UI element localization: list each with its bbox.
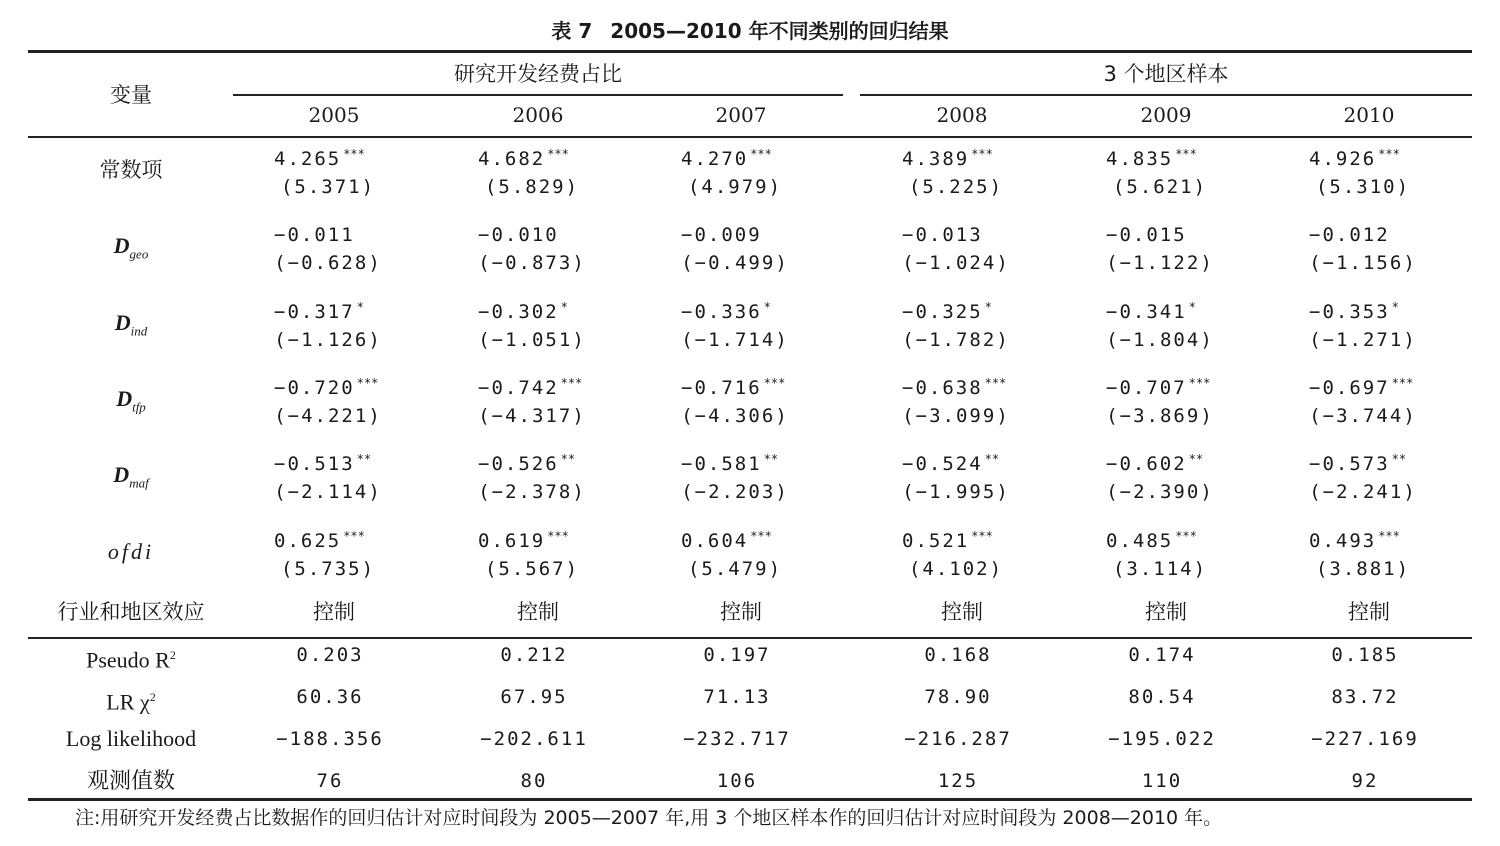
significance-stars: ** [763, 452, 779, 466]
stat-value: 92 [1351, 770, 1379, 792]
header-group2: 3 个地区样本 [1103, 62, 1229, 86]
row-label-symbol: D [116, 386, 133, 411]
coefficient-value: −0.524 [902, 453, 983, 475]
coefficient-value: −0.716 [681, 377, 762, 399]
stat-value: 0.197 [703, 644, 771, 666]
coefficient [1106, 215, 1189, 250]
control-label: 行业和地区效应 [57, 600, 205, 624]
stat-value: −188.356 [276, 728, 384, 750]
coefficient [1106, 521, 1197, 556]
t-statistic: (5.371) [280, 176, 376, 198]
coefficient-value: 4.835 [1106, 148, 1174, 170]
coefficient [681, 292, 771, 327]
stat-value: −216.287 [904, 728, 1012, 750]
t-statistic: (−0.628) [274, 252, 382, 274]
stat-value: −202.611 [480, 728, 588, 750]
stat-value: 76 [316, 770, 344, 792]
stat-value: 67.95 [500, 686, 568, 708]
significance-stars: * [356, 300, 364, 314]
t-statistic: (−4.221) [274, 405, 382, 427]
t-statistic: (−2.378) [478, 481, 586, 503]
coefficient [1309, 139, 1400, 174]
coefficient [681, 139, 772, 174]
stat-label-superscript: 2 [169, 648, 176, 662]
coefficient [1106, 292, 1196, 327]
coefficient [1309, 521, 1400, 556]
significance-stars: *** [1391, 376, 1414, 390]
t-statistic: (4.102) [908, 558, 1004, 580]
coefficient-value: −0.513 [274, 453, 355, 475]
stat-label [106, 682, 155, 717]
header-year-2005: 2005 [308, 103, 360, 127]
table-number: 表 7 [551, 19, 593, 43]
stats-rule [28, 637, 1472, 639]
stat-value: 60.36 [296, 686, 364, 708]
stat-value: 110 [1141, 770, 1183, 792]
coefficient [1106, 139, 1197, 174]
stat-value: 0.212 [500, 644, 568, 666]
t-statistic: (−3.744) [1309, 405, 1417, 427]
significance-stars: *** [547, 147, 569, 161]
t-statistic: (−1.271) [1309, 329, 1417, 351]
coefficient-value: 4.926 [1309, 148, 1377, 170]
row-label [113, 460, 148, 498]
coefficient-value: 0.625 [274, 530, 342, 552]
table-title [0, 14, 1500, 48]
row-label-subscript: tfp [132, 399, 146, 415]
coefficient [478, 215, 561, 250]
coefficient-value: −0.341 [1106, 301, 1187, 323]
header-year-2006: 2006 [512, 103, 564, 127]
coefficient-value: −0.336 [681, 301, 762, 323]
coefficient [902, 139, 993, 174]
t-statistic: (3.114) [1112, 558, 1208, 580]
coefficient [681, 444, 778, 479]
coefficient [902, 521, 993, 556]
coefficient [274, 521, 365, 556]
significance-stars: ** [984, 452, 1000, 466]
stat-label [66, 724, 196, 754]
control-value: 控制 [1348, 600, 1390, 624]
coefficient [902, 368, 1006, 403]
t-statistic: (−4.317) [478, 405, 586, 427]
coefficient-value: −0.015 [1106, 224, 1187, 246]
header-rule [28, 136, 1472, 138]
stat-label-superscript: 2 [149, 690, 156, 704]
top-rule [28, 50, 1472, 53]
t-statistic: (5.310) [1315, 176, 1411, 198]
coefficient-value: 0.521 [902, 530, 970, 552]
stat-value: −227.169 [1311, 728, 1419, 750]
t-statistic: (−1.804) [1106, 329, 1214, 351]
significance-stars: * [763, 300, 771, 314]
coefficient-value: −0.697 [1309, 377, 1390, 399]
control-value: 控制 [720, 600, 762, 624]
significance-stars: *** [1175, 529, 1197, 543]
coefficient-value: −0.317 [274, 301, 355, 323]
t-statistic: (−0.499) [681, 252, 789, 274]
t-statistic: (−1.156) [1309, 252, 1417, 274]
coefficient-value: −0.526 [478, 453, 559, 475]
stat-value: 0.174 [1128, 644, 1196, 666]
stat-value: 106 [716, 770, 758, 792]
coefficient-value: −0.009 [681, 224, 762, 246]
t-statistic: (−2.390) [1106, 481, 1214, 503]
coefficient-value: −0.707 [1106, 377, 1187, 399]
significance-stars: *** [750, 529, 772, 543]
significance-stars: ** [356, 452, 372, 466]
row-label-symbol: D [113, 233, 130, 258]
coefficient-value: −0.325 [902, 301, 983, 323]
coefficient-value: −0.602 [1106, 453, 1187, 475]
stat-value: 71.13 [703, 686, 771, 708]
significance-stars: *** [547, 529, 569, 543]
t-statistic: (5.735) [280, 558, 376, 580]
significance-stars: *** [971, 529, 993, 543]
t-statistic: (4.979) [687, 176, 783, 198]
t-statistic: (−3.099) [902, 405, 1010, 427]
significance-stars: *** [750, 147, 772, 161]
row-label: 常数项 [99, 158, 163, 182]
t-statistic: (−1.024) [902, 252, 1010, 274]
coefficient [1309, 368, 1413, 403]
stat-value: 78.90 [924, 686, 992, 708]
stat-label [87, 766, 175, 796]
t-statistic: (−4.306) [681, 405, 789, 427]
coefficient-value: −0.581 [681, 453, 762, 475]
t-statistic: (−3.869) [1106, 405, 1214, 427]
t-statistic: (5.225) [908, 176, 1004, 198]
t-statistic: (−1.126) [274, 329, 382, 351]
significance-stars: *** [1378, 529, 1400, 543]
significance-stars: *** [971, 147, 993, 161]
significance-stars: * [1188, 300, 1196, 314]
row-label: ofdi [107, 539, 155, 564]
stat-value: 0.168 [924, 644, 992, 666]
header-year-2009: 2009 [1140, 103, 1192, 127]
significance-stars: *** [763, 376, 786, 390]
coefficient [478, 521, 569, 556]
coefficient [1106, 368, 1210, 403]
coefficient-value: 0.485 [1106, 530, 1174, 552]
coefficient-value: −0.010 [478, 224, 559, 246]
header-year-2008: 2008 [936, 103, 988, 127]
t-statistic: (−1.122) [1106, 252, 1214, 274]
significance-stars: *** [1188, 376, 1211, 390]
coefficient [274, 139, 365, 174]
t-statistic: (−2.114) [274, 481, 382, 503]
coefficient-value: −0.573 [1309, 453, 1390, 475]
coefficient-value: 0.619 [478, 530, 546, 552]
coefficient [1309, 215, 1392, 250]
group1-underline [233, 94, 843, 96]
significance-stars: *** [1175, 147, 1197, 161]
stat-label-text: Pseudo R [86, 647, 170, 673]
stat-value: 0.203 [296, 644, 364, 666]
coefficient [478, 368, 582, 403]
t-statistic: (−1.051) [478, 329, 586, 351]
control-value: 控制 [517, 600, 559, 624]
bottom-rule [28, 798, 1472, 801]
header-year-2010: 2010 [1343, 103, 1395, 127]
significance-stars: * [984, 300, 992, 314]
coefficient [274, 215, 357, 250]
table-caption: 2005—2010 年不同类别的回归结果 [610, 19, 949, 43]
row-label-symbol: D [114, 310, 131, 335]
coefficient [681, 521, 772, 556]
coefficient-value: −0.720 [274, 377, 355, 399]
significance-stars: *** [343, 147, 365, 161]
coefficient [478, 292, 568, 327]
row-label-subscript: ind [130, 323, 148, 339]
coefficient-value: 4.389 [902, 148, 970, 170]
coefficient [1309, 444, 1406, 479]
coefficient-value: −0.742 [478, 377, 559, 399]
control-value: 控制 [941, 600, 983, 624]
header-group1: 研究开发经费占比 [454, 62, 622, 86]
t-statistic: (−1.714) [681, 329, 789, 351]
significance-stars: ** [560, 452, 576, 466]
t-statistic: (−1.995) [902, 481, 1010, 503]
coefficient [274, 368, 378, 403]
coefficient [902, 444, 999, 479]
coefficient [1309, 292, 1399, 327]
t-statistic: (3.881) [1315, 558, 1411, 580]
group2-underline [860, 94, 1472, 96]
coefficient-value: 4.682 [478, 148, 546, 170]
row-label [114, 231, 149, 269]
t-statistic: (−1.782) [902, 329, 1010, 351]
significance-stars: *** [343, 529, 365, 543]
row-label-symbol: D [113, 462, 130, 487]
coefficient-value: 0.493 [1309, 530, 1377, 552]
stat-value: 80 [520, 770, 548, 792]
significance-stars: *** [1378, 147, 1400, 161]
t-statistic: (5.829) [484, 176, 580, 198]
t-statistic: (5.479) [687, 558, 783, 580]
coefficient-value: −0.302 [478, 301, 559, 323]
row-label [115, 308, 148, 346]
coefficient-value: −0.012 [1309, 224, 1390, 246]
significance-stars: *** [984, 376, 1007, 390]
coefficient-value: −0.013 [902, 224, 983, 246]
t-statistic: (−2.203) [681, 481, 789, 503]
stat-label-text: LR χ [106, 689, 150, 715]
stat-label [86, 640, 176, 675]
significance-stars: * [560, 300, 568, 314]
row-label [116, 384, 146, 422]
coefficient [478, 444, 575, 479]
stat-value: 80.54 [1128, 686, 1196, 708]
coefficient [902, 215, 985, 250]
stat-label-text: Log likelihood [65, 726, 197, 751]
significance-stars: *** [560, 376, 583, 390]
coefficient [478, 139, 569, 174]
coefficient [274, 292, 364, 327]
control-value: 控制 [313, 600, 355, 624]
control-value: 控制 [1145, 600, 1187, 624]
coefficient-value: 4.265 [274, 148, 342, 170]
table-note: 注:用研究开发经费占比数据作的回归估计对应时间段为 2005—2007 年,用 3 个地区样本作的回归估计对应时间段为 2008—2010 年。 [75, 807, 1223, 829]
stat-value: 83.72 [1331, 686, 1399, 708]
coefficient-value: −0.638 [902, 377, 983, 399]
significance-stars: ** [1391, 452, 1407, 466]
row-label-subscript: geo [129, 246, 149, 262]
stat-value: 0.185 [1331, 644, 1399, 666]
stat-value: −232.717 [683, 728, 791, 750]
header-variable: 变量 [110, 83, 152, 107]
t-statistic: (5.567) [484, 558, 580, 580]
t-statistic: (5.621) [1112, 176, 1208, 198]
coefficient [681, 215, 764, 250]
significance-stars: * [1391, 300, 1399, 314]
significance-stars: ** [1188, 452, 1204, 466]
coefficient [1106, 444, 1203, 479]
coefficient-value: −0.353 [1309, 301, 1390, 323]
coefficient [274, 444, 371, 479]
row-label-subscript: maf [129, 475, 149, 491]
coefficient-value: 0.604 [681, 530, 749, 552]
coefficient-value: −0.011 [274, 224, 355, 246]
stat-value: −195.022 [1108, 728, 1216, 750]
coefficient-value: 4.270 [681, 148, 749, 170]
coefficient [902, 292, 992, 327]
coefficient [681, 368, 785, 403]
header-year-2007: 2007 [715, 103, 767, 127]
significance-stars: *** [356, 376, 379, 390]
stat-value: 125 [937, 770, 979, 792]
stat-label-text: 观测值数 [86, 768, 176, 793]
t-statistic: (−2.241) [1309, 481, 1417, 503]
t-statistic: (−0.873) [478, 252, 586, 274]
